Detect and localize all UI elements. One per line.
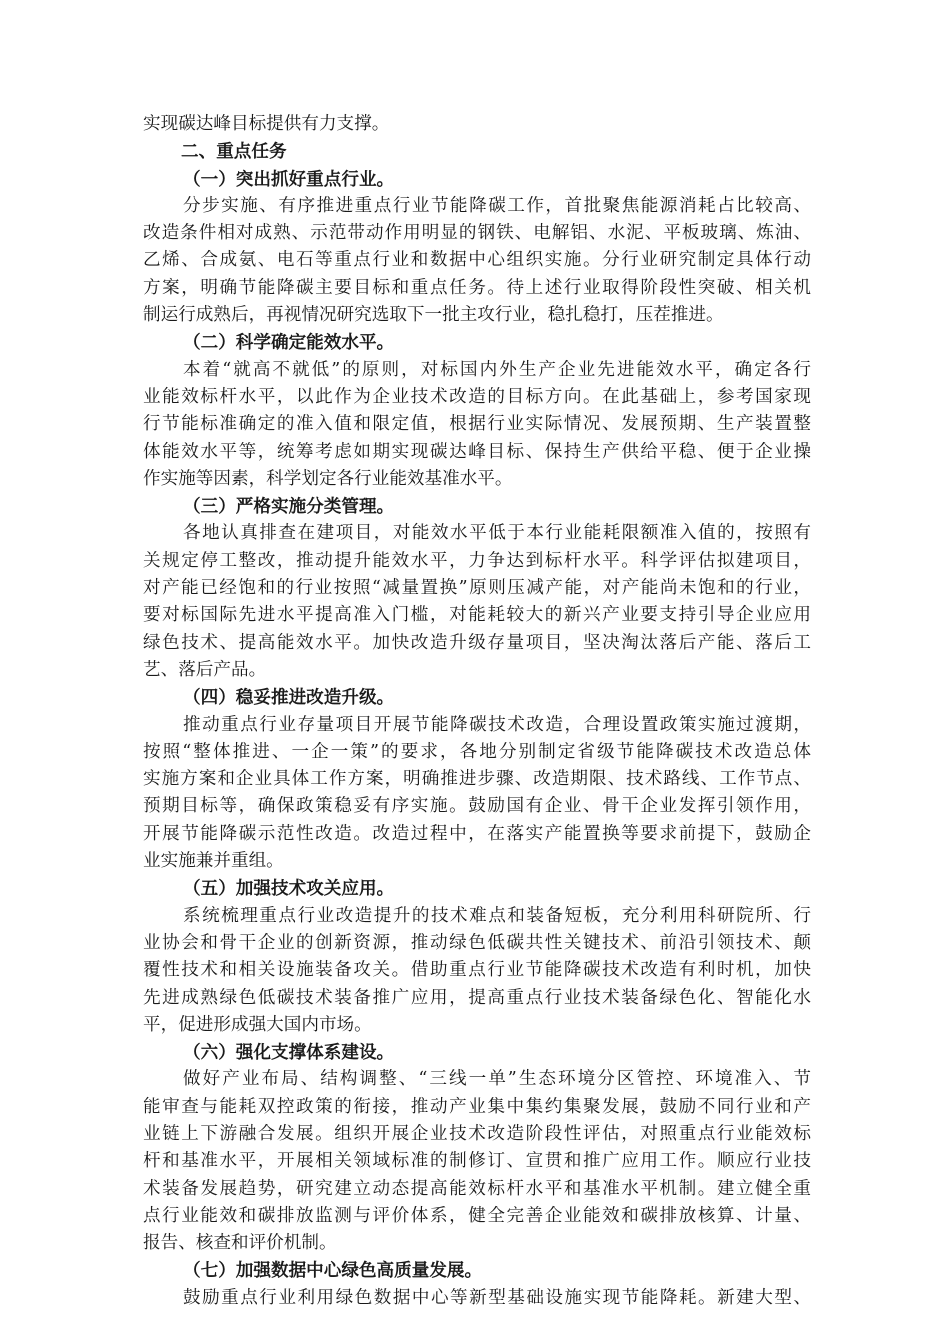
text-line: 改造条件相对成熟、示范带动作用明显的钢铁、电解铝、水泥、平板玻璃、炼油、 <box>143 223 811 244</box>
text-line: 业协会和骨干企业的创新资源，推动绿色低碳共性关键技术、前沿引领技术、颠 <box>143 932 811 953</box>
text-line: 对产能已经饱和的行业按照“减量置换”原则压减产能，对产能尚未饱和的行业， <box>143 578 811 599</box>
paragraph-first-line: 分步实施、有序推进重点行业节能降碳工作，首批聚焦能源消耗占比较高、 <box>183 195 811 216</box>
text-line: 按照“整体推进、一企一策”的要求，各地分别制定省级节能降碳技术改造总体 <box>143 741 811 762</box>
paragraph-first-line: 本着“就高不就低”的原则，对标国内外生产企业先进能效水平，确定各行 <box>183 359 811 380</box>
text-line: 点行业能效和碳排放监测与评价体系，健全完善企业能效和碳排放核算、计量、 <box>143 1205 811 1226</box>
text-line: 艺、落后产品。 <box>143 659 267 680</box>
section-heading: 二、重点任务 <box>181 141 287 163</box>
subsection-heading: （四）稳妥推进改造升级。 <box>183 687 395 709</box>
text-line: 关规定停工整改，推动提升能效水平，力争达到标杆水平。科学评估拟建项目， <box>143 550 811 571</box>
text-line: 制运行成熟后，再视情况研究选取下一批主攻行业，稳扎稳打，压茬推进。 <box>143 305 724 326</box>
text-line: 预期目标等，确保政策稳妥有序实施。鼓励国有企业、骨干企业发挥引领作用， <box>143 796 811 817</box>
subsection-heading: （七）加强数据中心绿色高质量发展。 <box>183 1260 483 1282</box>
text-line: 业链上下游融合发展。组织开展企业技术改造阶段性评估，对照重点行业能效标 <box>143 1123 811 1144</box>
text-line: 能审查与能耗双控政策的衔接，推动产业集中集约集聚发展，鼓励不同行业和产 <box>143 1096 811 1117</box>
text-line: 实现碳达峰目标提供有力支撑。 <box>143 114 390 134</box>
subsection-heading: （三）严格实施分类管理。 <box>183 496 395 518</box>
text-line: 先进成熟绿色低碳技术装备推广应用，提高重点行业技术装备绿色化、智能化水 <box>143 987 811 1008</box>
paragraph-first-line: 各地认真排查在建项目，对能效水平低于本行业能耗限额准入值的，按照有 <box>183 523 811 544</box>
text-line: 乙烯、合成氨、电石等重点行业和数据中心组织实施。分行业研究制定具体行动 <box>143 250 811 271</box>
text-line: 方案，明确节能降碳主要目标和重点任务。待上述行业取得阶段性突破、相关机 <box>143 277 811 298</box>
subsection-heading: （二）科学确定能效水平。 <box>183 332 395 354</box>
paragraph-first-line: 做好产业布局、结构调整、“三线一单”生态环境分区管控、环境准入、节 <box>183 1069 811 1090</box>
text-line: 作实施等因素，科学划定各行业能效基准水平。 <box>143 468 513 489</box>
text-line: 体能效水平等，统筹考虑如期实现碳达峰目标、保持生产供给平稳、便于企业操 <box>143 441 811 462</box>
text-line: 行节能标准确定的准入值和限定值，根据行业实际情况、发展预期、生产装置整 <box>143 414 811 435</box>
text-line: 覆性技术和相关设施装备攻关。借助重点行业节能降碳技术改造有利时机，加快 <box>143 960 811 981</box>
subsection-heading: （六）强化支撑体系建设。 <box>183 1042 395 1064</box>
subsection-heading: （五）加强技术攻关应用。 <box>183 878 395 900</box>
paragraph-first-line: 系统梳理重点行业改造提升的技术难点和装备短板，充分利用科研院所、行 <box>183 905 811 926</box>
document-body <box>143 111 811 1312</box>
text-line: 业能效标杆水平，以此作为企业技术改造的目标方向。在此基础上，参考国家现 <box>143 386 811 407</box>
paragraph-first-line: 推动重点行业存量项目开展节能降碳技术改造，合理设置政策实施过渡期， <box>183 714 811 735</box>
text-line: 业实施兼并重组。 <box>143 851 284 872</box>
text-line: 杆和基准水平，开展相关领域标准的制修订、宣贯和推广应用工作。顺应行业技 <box>143 1151 811 1172</box>
text-line: 实施方案和企业具体工作方案，明确推进步骤、改造期限、技术路线、工作节点、 <box>143 769 811 790</box>
text-line: 术装备发展趋势，研究建立动态提高能效标杆水平和基准水平机制。建立健全重 <box>143 1178 811 1199</box>
text-line: 要对标国际先进水平提高准入门槛，对能耗较大的新兴产业要支持引导企业应用 <box>143 605 811 626</box>
text-line: 绿色技术、提高能效水平。加快改造升级存量项目，坚决淘汰落后产能、落后工 <box>143 632 811 653</box>
text-line: 开展节能降碳示范性改造。改造过程中，在落实产能置换等要求前提下，鼓励企 <box>143 823 811 844</box>
paragraph-first-line: 鼓励重点行业利用绿色数据中心等新型基础设施实现节能降耗。新建大型、 <box>183 1287 811 1308</box>
subsection-heading: （一）突出抓好重点行业。 <box>183 168 395 190</box>
text-line: 报告、核查和评价机制。 <box>143 1233 337 1254</box>
text-line: 平，促进形成强大国内市场。 <box>143 1014 372 1035</box>
